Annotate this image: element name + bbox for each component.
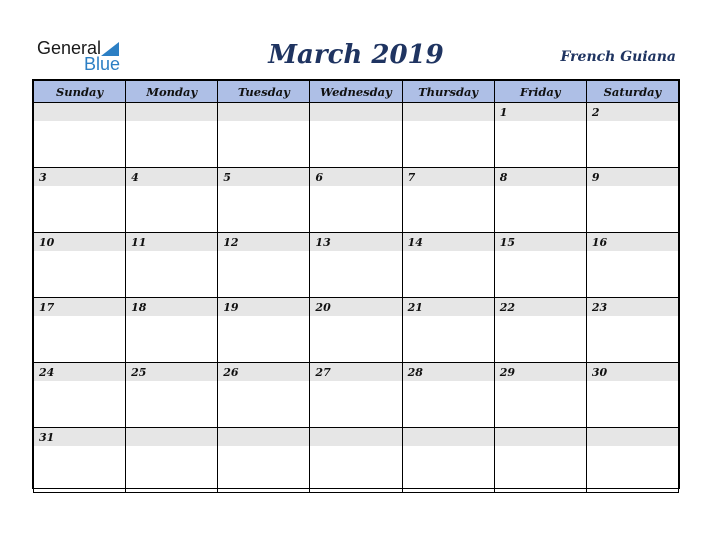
- day-cell: [126, 298, 218, 363]
- day-header-bar: [495, 233, 586, 251]
- day-cell: [494, 103, 586, 168]
- day-cell: [402, 298, 494, 363]
- day-cell: [126, 103, 218, 168]
- day-cell: [126, 168, 218, 233]
- day-header-bar: [403, 233, 494, 251]
- day-cell: [310, 428, 402, 493]
- day-cell: [126, 363, 218, 428]
- day-cell: [402, 233, 494, 298]
- day-cell: [402, 363, 494, 428]
- day-cell: [34, 298, 126, 363]
- day-header-bar: [34, 103, 125, 121]
- day-header-bar: [126, 298, 217, 316]
- week-row: [34, 168, 679, 233]
- day-number: 21: [407, 301, 423, 314]
- day-header-bar: [126, 363, 217, 381]
- day-header-bar: [495, 103, 586, 121]
- day-cell: [310, 168, 402, 233]
- day-cell: [586, 168, 678, 233]
- day-number: 2: [591, 106, 600, 119]
- day-header-bar: [403, 298, 494, 316]
- day-header-bar: [587, 168, 678, 186]
- day-cell: [494, 298, 586, 363]
- day-cell: [494, 233, 586, 298]
- day-number: 16: [591, 236, 608, 249]
- weekday-wednesday: Wednesday: [310, 81, 402, 103]
- day-cell: [34, 428, 126, 493]
- day-number: 13: [315, 236, 331, 249]
- day-cell: [310, 298, 402, 363]
- day-header-bar: [495, 168, 586, 186]
- week-row: [34, 103, 679, 168]
- day-header-bar: [126, 103, 217, 121]
- week-row: [34, 298, 679, 363]
- day-cell: [126, 233, 218, 298]
- day-number: 12: [223, 236, 239, 249]
- day-cell: [402, 103, 494, 168]
- day-header-bar: [587, 233, 678, 251]
- day-header-bar: [34, 168, 125, 186]
- day-number: 8: [499, 171, 508, 184]
- day-number: 14: [407, 236, 423, 249]
- day-header-bar: [34, 428, 125, 446]
- day-number: 15: [499, 236, 516, 249]
- day-cell: [218, 363, 310, 428]
- day-header-bar: [495, 298, 586, 316]
- day-header-bar: [310, 103, 401, 121]
- day-header-bar: [34, 298, 125, 316]
- weekday-sunday: Sunday: [34, 81, 126, 103]
- day-number: 10: [39, 236, 55, 249]
- day-number: 19: [223, 301, 239, 314]
- day-number: 29: [499, 366, 516, 379]
- day-header-bar: [310, 363, 401, 381]
- day-cell: [34, 233, 126, 298]
- day-number: 24: [39, 366, 55, 379]
- day-cell: [310, 363, 402, 428]
- day-number: 3: [39, 171, 47, 184]
- day-number: 23: [591, 301, 608, 314]
- day-header-bar: [126, 233, 217, 251]
- weekday-thursday: Thursday: [402, 81, 494, 103]
- day-header-bar: [403, 103, 494, 121]
- day-cell: [310, 103, 402, 168]
- day-header-bar: [310, 233, 401, 251]
- day-header-bar: [218, 103, 309, 121]
- day-number: 7: [407, 171, 416, 184]
- day-header-bar: [587, 363, 678, 381]
- day-cell: [586, 428, 678, 493]
- day-number: 27: [315, 366, 331, 379]
- day-header-bar: [403, 363, 494, 381]
- day-cell: [310, 233, 402, 298]
- day-header-bar: [587, 428, 678, 446]
- day-number: 17: [39, 301, 55, 314]
- day-header-bar: [587, 298, 678, 316]
- week-row: [34, 233, 679, 298]
- page-title: March 2019: [268, 40, 444, 70]
- day-header-bar: [34, 363, 125, 381]
- day-cell: [494, 363, 586, 428]
- logo-word-general: General: [37, 38, 102, 58]
- day-number: 5: [223, 171, 231, 184]
- day-number: 6: [315, 171, 324, 184]
- day-cell: [586, 233, 678, 298]
- day-header-bar: [495, 428, 586, 446]
- day-number: 28: [407, 366, 423, 379]
- weekday-header-row: [34, 81, 679, 103]
- day-header-bar: [587, 103, 678, 121]
- day-header-bar: [218, 363, 309, 381]
- day-cell: [586, 298, 678, 363]
- day-cell: [402, 428, 494, 493]
- day-number: 26: [223, 366, 239, 379]
- day-number: 4: [131, 171, 139, 184]
- day-header-bar: [403, 428, 494, 446]
- day-cell: [218, 428, 310, 493]
- day-cell: [34, 363, 126, 428]
- calendar-grid: [32, 79, 680, 489]
- day-header-bar: [34, 233, 125, 251]
- day-cell: [494, 428, 586, 493]
- day-number: 1: [499, 106, 508, 119]
- day-header-bar: [126, 428, 217, 446]
- day-cell: [586, 103, 678, 168]
- day-header-bar: [218, 168, 309, 186]
- day-cell: [34, 103, 126, 168]
- day-header-bar: [218, 298, 309, 316]
- day-cell: [586, 363, 678, 428]
- day-cell: [126, 428, 218, 493]
- day-cell: [218, 233, 310, 298]
- day-number: 31: [39, 431, 55, 444]
- week-row: [34, 428, 679, 493]
- day-header-bar: [218, 428, 309, 446]
- week-row: [34, 363, 679, 428]
- day-header-bar: [403, 168, 494, 186]
- weekday-friday: Friday: [494, 81, 586, 103]
- day-cell: [402, 168, 494, 233]
- day-header-bar: [310, 428, 401, 446]
- day-cell: [218, 168, 310, 233]
- day-number: 20: [315, 301, 331, 314]
- region-label: French Guiana: [560, 49, 676, 65]
- day-number: 25: [131, 366, 147, 379]
- weekday-monday: Monday: [126, 81, 218, 103]
- logo-word-blue: Blue: [84, 54, 121, 74]
- day-number: 30: [591, 366, 608, 379]
- day-cell: [218, 103, 310, 168]
- day-cell: [494, 168, 586, 233]
- day-number: 11: [131, 236, 147, 249]
- day-header-bar: [310, 168, 401, 186]
- day-number: 9: [591, 171, 600, 184]
- day-number: 18: [131, 301, 147, 314]
- weekday-saturday: Saturday: [586, 81, 678, 103]
- weekday-tuesday: Tuesday: [218, 81, 310, 103]
- day-number: 22: [499, 301, 516, 314]
- day-header-bar: [310, 298, 401, 316]
- day-cell: [34, 168, 126, 233]
- day-cell: [218, 298, 310, 363]
- day-header-bar: [495, 363, 586, 381]
- day-header-bar: [126, 168, 217, 186]
- day-header-bar: [218, 233, 309, 251]
